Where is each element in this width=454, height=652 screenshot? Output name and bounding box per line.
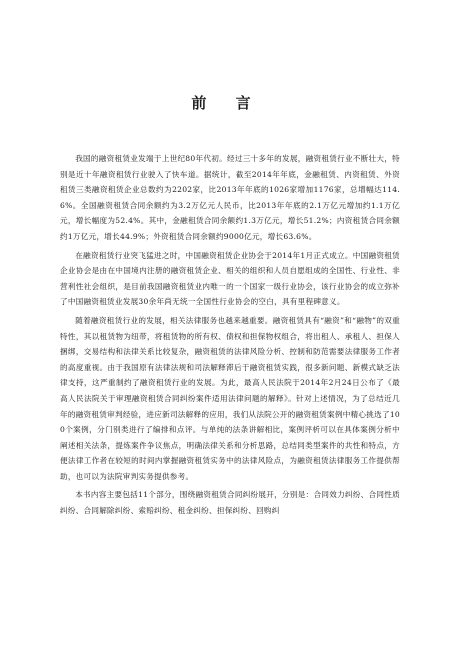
paragraph: 在融资租赁行业突飞猛进之时，中国融资租赁企业协会于2014年1月正式成立。中国融资租赁企业协会是由在中国境内注册的融资租赁企业、相关的组织和人员自愿组成的全国性、行业性、非营利性社会组织，是目前我国融资租赁业内唯一的一个国家一级行业协会，该行业协会的成立弥补了中国融资租赁业发展30余年尚无统一全国性行业协会的空白，具有里程碑意义。 <box>60 250 400 307</box>
paragraph: 我国的融资租赁业发端于上世纪80年代初。经过三十多年的发展，融资租赁行业不断壮大，特别是近十年融资租赁行业驶入了快车道。据统计，截至2014年年底，金融租赁、内资租赁、外资租赁三类融资租赁企业总数约为2202家，比2013年年底的1026家增加1176家，总增幅达114.6%。全国融资租赁合同余额约为3.2万亿元人民币，比2013年年底的2.1万亿元增加约1.1万亿元，增长幅度为52.4%。其中，金融租赁合同余额约1.3万亿元，增长51.2%；内资租赁合同余额约1万亿元，增长44.9%；外资租赁合同余额约9000亿元，增长63.6%。 <box>60 154 400 241</box>
paragraph: 本书内容主要包括11个部分，围绕融资租赁合同纠纷展开，分别是：合同效力纠纷、合同性质纠纷、合同解除纠纷、索赔纠纷、租金纠纷、担保纠纷、回购纠 <box>60 490 400 516</box>
paragraph: 随着融资租赁行业的发展，相关法律服务也越来越重要。融资租赁具有“融资”和“融物”的双重特性，其以租赁物为纽带，将租赁物的所有权、债权和担保物权组合，将出租人、承租人、担保人捆绑，交易结构和法律关系比较复杂，融资租赁的法律风险分析、控制和防范需要法律服务工作者的高度重视。由于我国原有法律法规和司法解释滞后于融资租赁实践，很多新问题、新模式缺乏法律支持，这严重制约了融资租赁行业的发展。为此，最高人民法院于2014年2月24日公布了《最高人民法院关于审理融资租赁合同纠纷案件适用法律问题的解释》。针对上述情况，为了总结近几年的融资租赁审判经验，进应新司法解释的应用，我们从法院公开的融资租赁案例中精心挑选了100个案例，分门别类进行了编排和点评。与单纯的法条讲解相比，案例评析可以在具体案例分析中阐述相关法条，提炼案件争议焦点，明确法律关系和分析思路，总结同类型案件的共性和特点，方便法律工作者在较短的时间内掌握融资租赁实务中的法律风险点，为融资租赁法律服务工作提供帮助，也可以为法院审判实务提供参考。 <box>60 315 400 481</box>
body-text <box>60 151 400 522</box>
page-title: 前 言 <box>191 94 263 112</box>
